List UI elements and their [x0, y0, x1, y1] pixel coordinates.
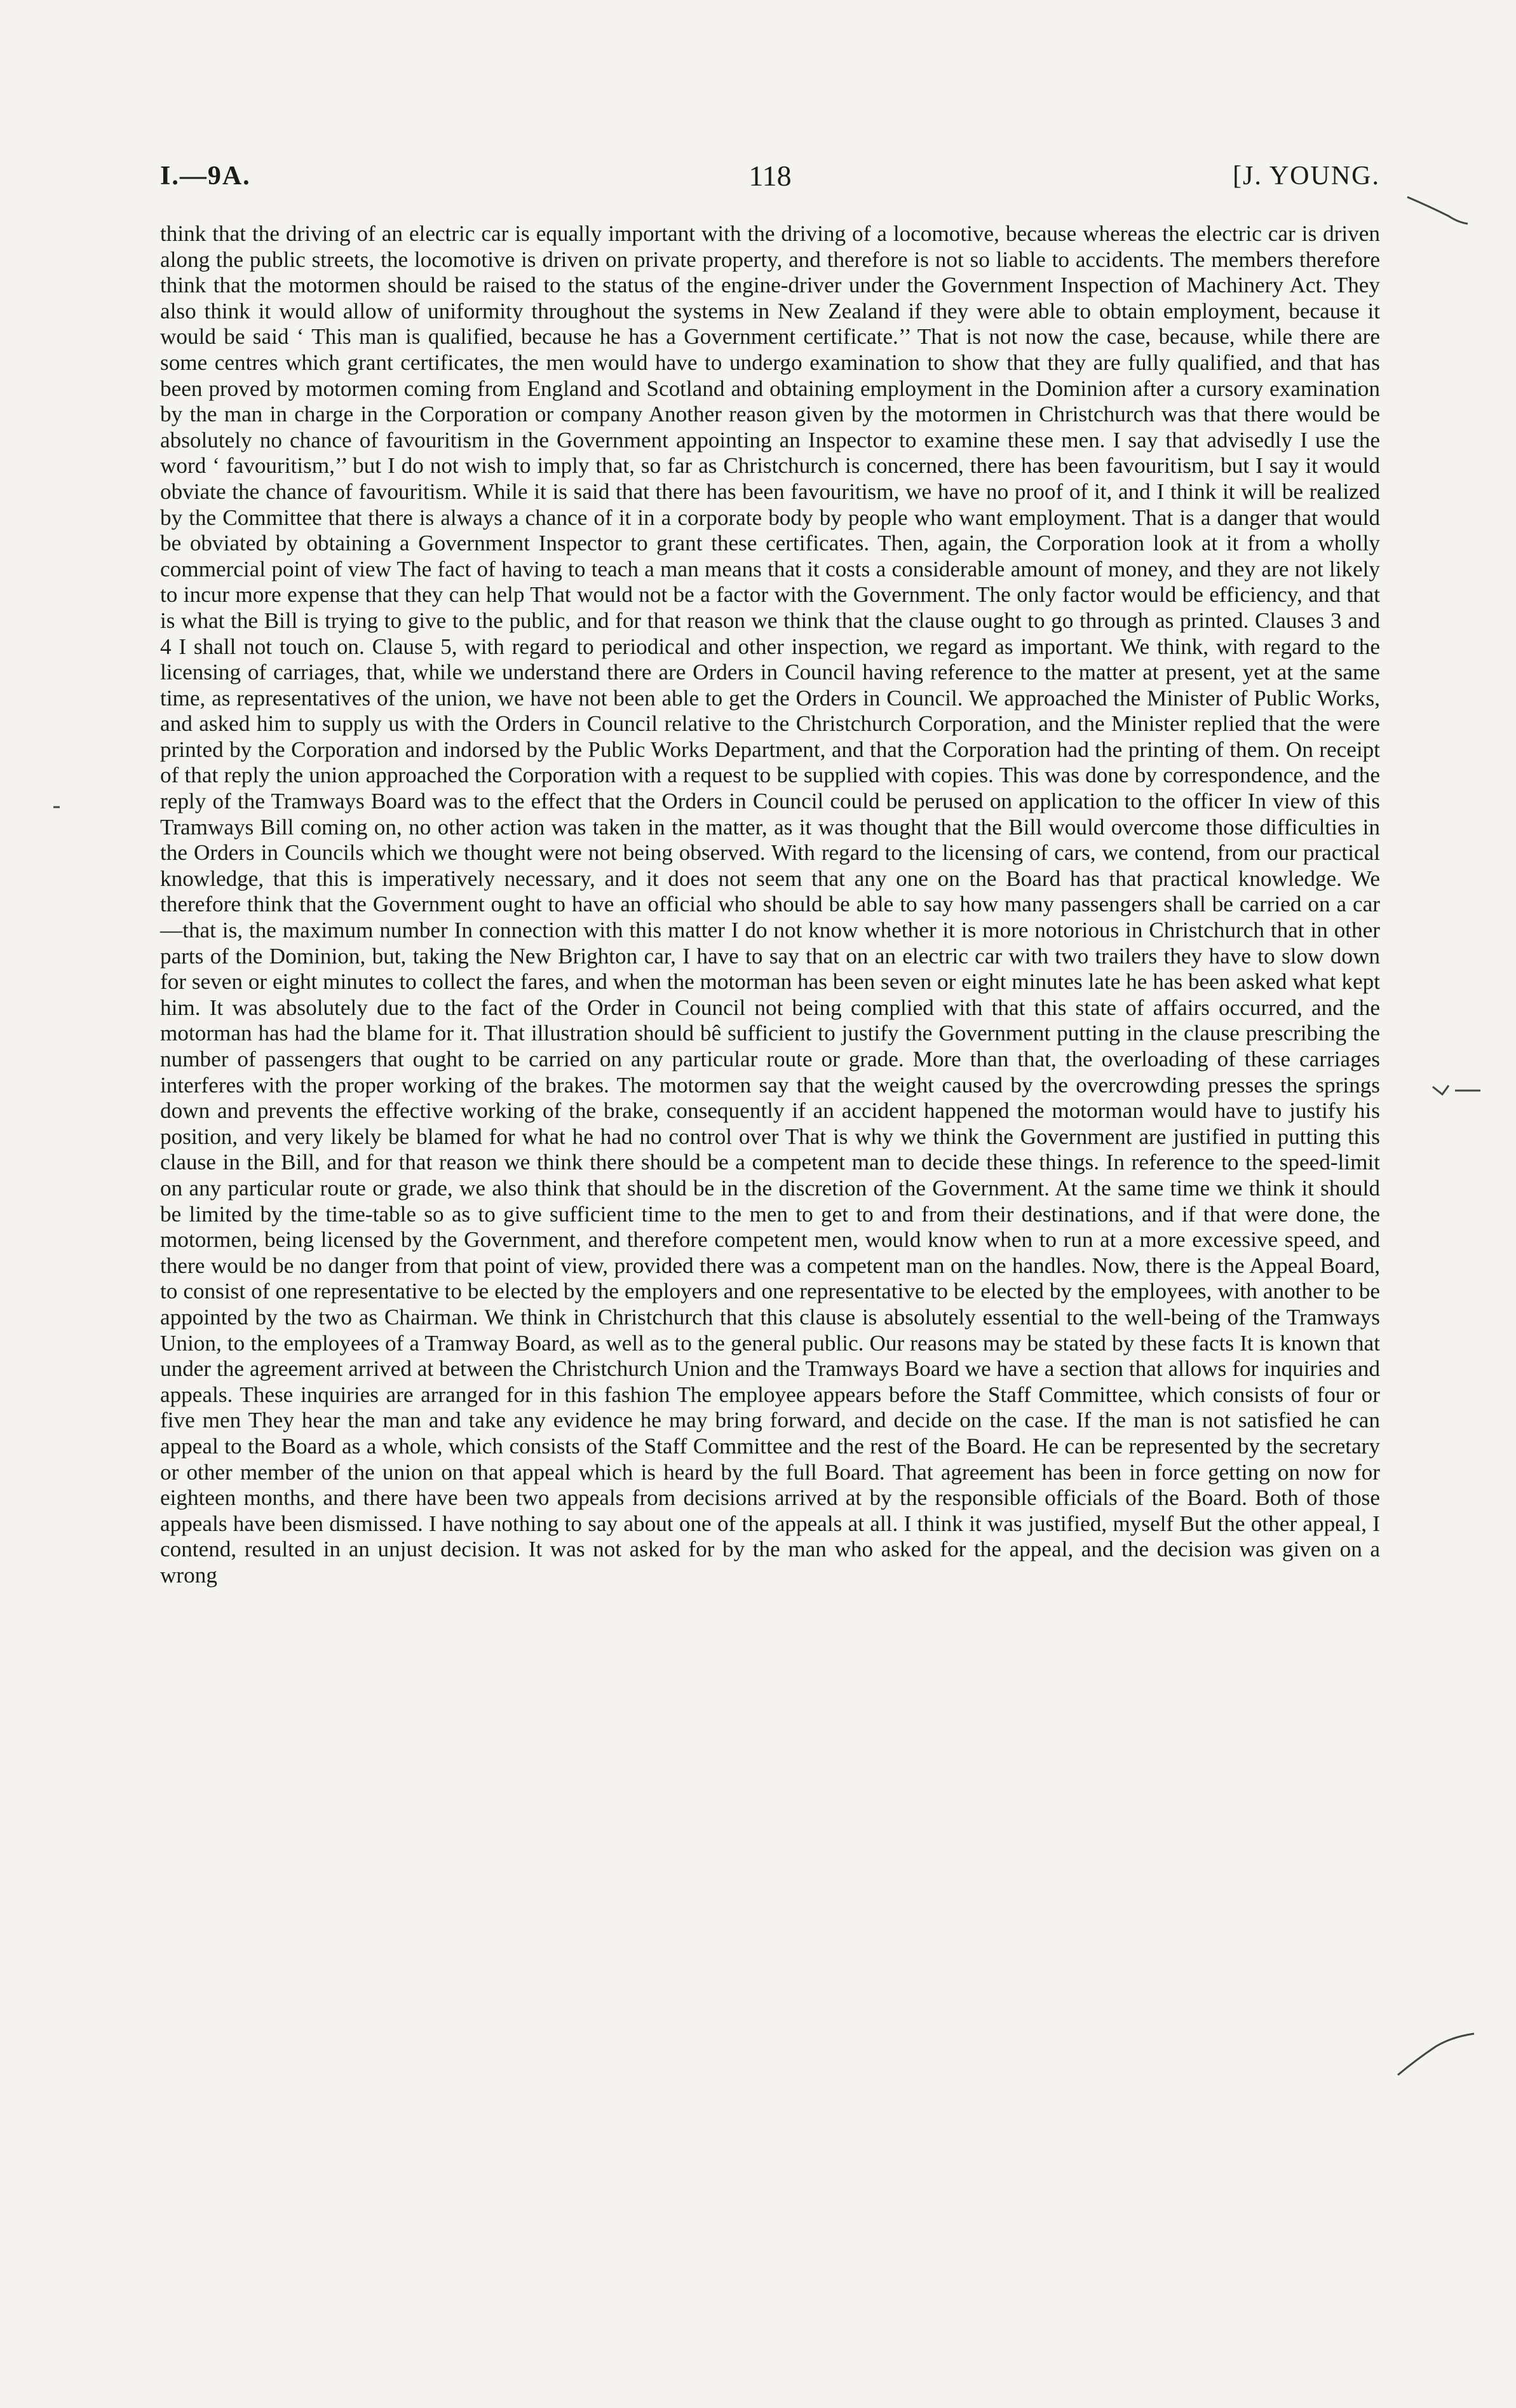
- paper-reference: I.—9A.: [160, 161, 251, 191]
- page-header: [160, 154, 1380, 198]
- margin-mark-middle: [1430, 1080, 1487, 1112]
- margin-mark-bottom: [1391, 2008, 1480, 2085]
- body-text: [160, 221, 1380, 1588]
- speaker-name: [J. YOUNG.: [1233, 161, 1380, 191]
- page-number: 118: [748, 160, 792, 192]
- body-paragraph: think that the driving of an electric car is equally important with the driving of a locomotive, because whereas the electric car is driven along the public streets, the locomotive is driven on private property, and therefore is not so liable to accidents. The members therefore think that the motormen should be raised to the status of the engine-driver under the Government Inspection of Machinery Act. They also think it would allow of uniformity throughout the systems in New Zealand if they were able to obtain employment, because it would be said ‘ This man is qualified, because he has a Government certificate.’’ That is not now the case, because, while there are some centres which grant certificates, the men would have to undergo examination to show that they are fully qualified, and that has been proved by motormen coming from England and Scotland and obtaining employment in the Dominion after a cursory examination by the man in charge in the Corporation or company Another reason given by the motormen in Christchurch was that there would be absolutely no chance of favouritism in the Government appointing an Inspector to examine these men. I say that advisedly I use the word ‘ favouritism,’’ but I do not wish to imply that, so far as Christchurch is concerned, there has been favouritism, but I say it would obviate the chance of favouritism. While it is said that there has been favouritism, we have no proof of it, and I think it will be realized by the Committee that there is always a chance of it in a corporate body by people who want employment. That is a danger that would be obviated by obtaining a Government Inspector to grant these certificates. Then, again, the Corporation look at it from a wholly commercial point of view The fact of having to teach a man means that it costs a considerable amount of money, and they are not likely to incur more expense that they can help That would not be a factor with the Government. The only factor would be efficiency, and that is what the Bill is trying to give to the public, and for that reason we think that the clause ought to go through as printed. Clauses 3 and 4 I shall not touch on. Clause 5, with regard to periodical and other inspection, we regard as important. We think, with regard to the licensing of carriages, that, while we understand there are Orders in Council having reference to the matter at present, yet at the same time, as representatives of the union, we have not been able to get the Orders in Council. We approached the Minister of Public Works, and asked him to supply us with the Orders in Council relative to the Christchurch Corporation, and the Minister replied that the were printed by the Corporation and indorsed by the Public Works Department, and that the Corporation had the printing of them. On receipt of that reply the union approached the Corporation with a request to be supplied with copies. This was done by correspondence, and the reply of the Tramways Board was to the effect that the Orders in Council could be perused on application to the officer In view of this Tramways Bill coming on, no other action was taken in the matter, as it was thought that the Bill would overcome those difficulties in the Orders in Councils which we thought were not being observed. With regard to the licensing of cars, we contend, from our practical knowledge, that this is imperatively necessary, and it does not seem that any one on the Board has that practical knowledge. We therefore think that the Government ought to have an official who should be able to say how many passengers shall be carried on a car—that is, the maximum number In connection with this matter I do not know whether it is more notorious in Christchurch that in other parts of the Dominion, but, taking the New Brighton car, I have to say that on an electric car with two trailers they have to slow down for seven or eight minutes to collect the fares, and when the motorman has been seven or eight minutes late he has been asked what kept him. It was absolutely due to the fact of the Order in Council not being complied with that this state of affairs occurred, and the motorman has had the blame for it. That illustration should bê sufficient to justify the Government putting in the clause prescribing the number of passengers that ought to be carried on any particular route or grade. More than that, the overloading of these carriages interferes with the proper working of the brakes. The motormen say that the weight caused by the overcrowding presses the springs down and prevents the effective working of the brake, consequently if an accident happened the motorman would have to justify his position, and very likely be blamed for what he had no control over That is why we think the Government are justified in putting this clause in the Bill, and for that reason we think there should be a competent man to decide these things. In reference to the speed-limit on any particular route or grade, we also think that should be in the discretion of the Government. At the same time we think it should be limited by the time-table so as to give sufficient time to the men to get to and from their destinations, and if that were done, the motormen, being licensed by the Government, and therefore competent men, would know when to run at a more excessive speed, and there would be no danger from that point of view, provided there was a competent man on the handles. Now, there is the Appeal Board, to consist of one representative to be elected by the employers and one representative to be elected by the employees, with another to be appointed by the two as Chairman. We think in Christchurch that this clause is absolutely essential to the well-being of the Tramways Union, to the employees of a Tramway Board, as well as to the general public. Our reasons may be stated by these facts It is known that under the agreement arrived at between the Christchurch Union and the Tramways Board we have a section that allows for inquiries and appeals. These inquiries are arranged for in this fashion The employee appears before the Staff Committee, which consists of four or five men They hear the man and take any evidence he may bring forward, and decide on the case. If the man is not satisfied he can appeal to the Board as a whole, which consists of the Staff Committee and the rest of the Board. He can be represented by the secretary or other member of the union on that appeal which is heard by the full Board. That agreement has been in force getting on now for eighteen months, and there have been two appeals from decisions arrived at by the responsible officials of the Board. Both of those appeals have been dismissed. I have nothing to say about one of the appeals at all. I think it was justified, myself But the other appeal, I contend, resulted in an unjust decision. It was not asked for by the man who asked for the appeal, and the decision was given on a wrong: [160, 221, 1380, 1588]
- margin-mark-top: [1404, 191, 1474, 235]
- margin-mark-left: [51, 801, 64, 813]
